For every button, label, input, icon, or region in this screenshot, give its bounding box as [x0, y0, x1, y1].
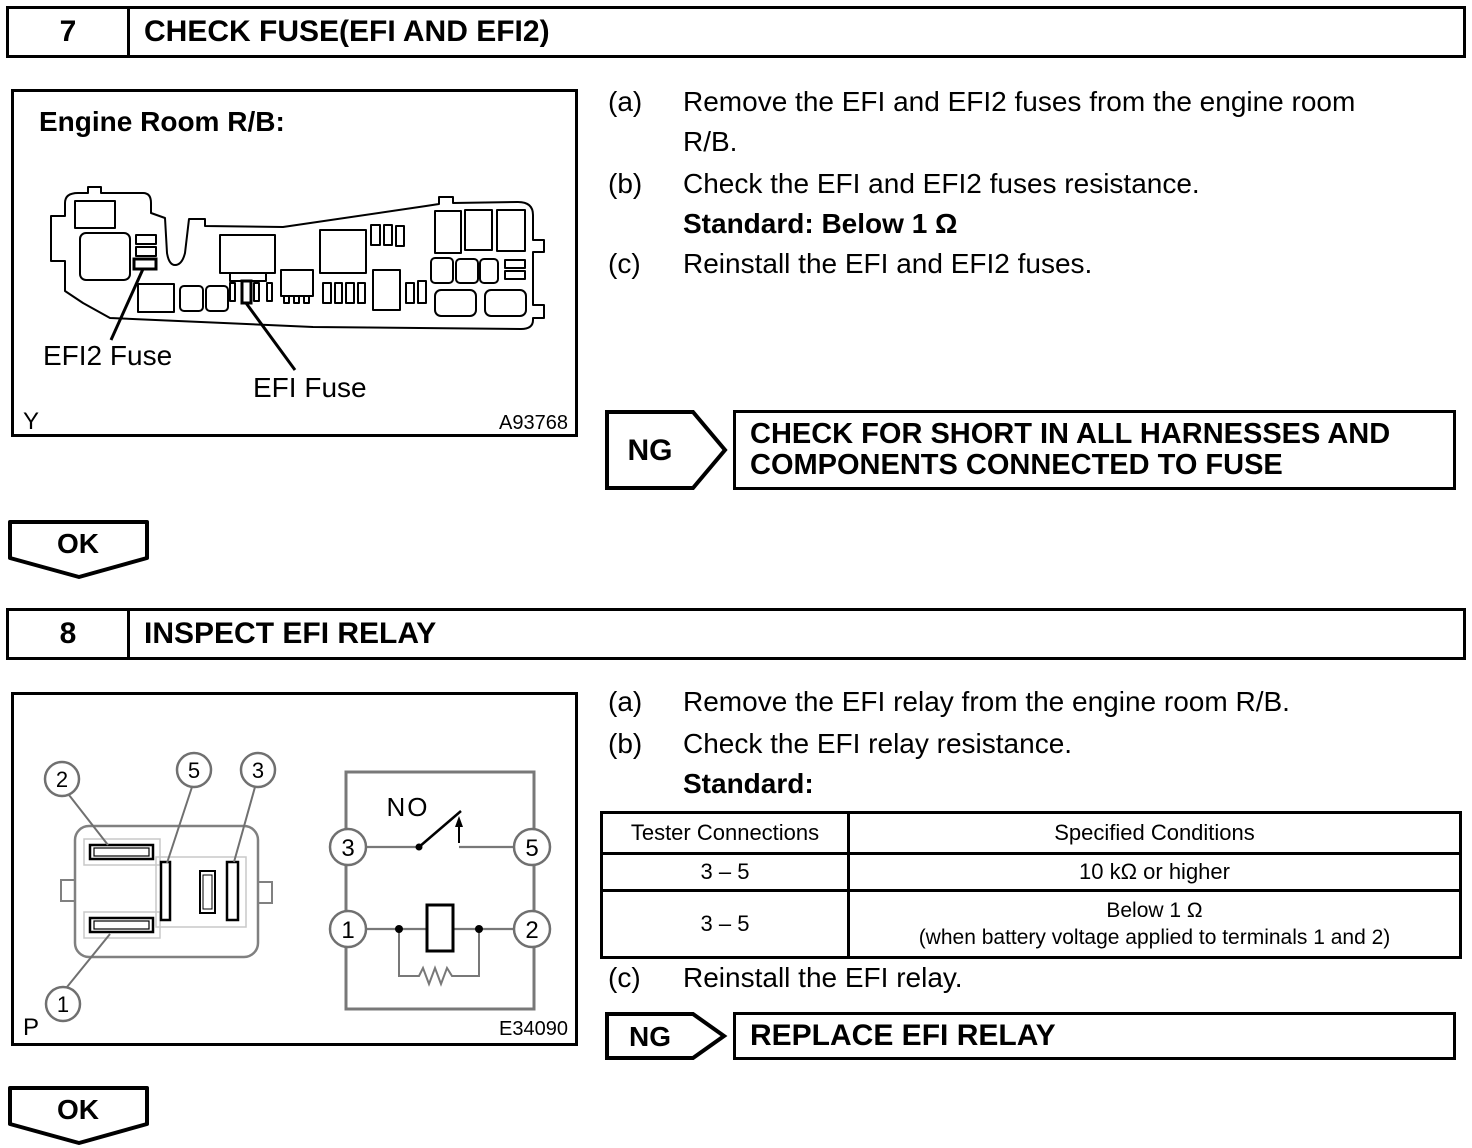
spec-table — [600, 811, 1462, 959]
connector-pin-5: 5 — [187, 758, 201, 783]
fuse-box-illustration — [14, 92, 575, 434]
item-text: Reinstall the EFI and EFI2 fuses. — [683, 248, 1093, 279]
condition-line1: Below 1 Ω — [1106, 899, 1203, 922]
relay-circuit-diagram — [330, 772, 550, 1009]
connector-pin-1: 1 — [56, 992, 70, 1017]
circuit-pin-5: 5 — [525, 835, 539, 862]
step7-standard: Standard: Below 1 Ω — [683, 208, 958, 239]
step8-item-c — [608, 962, 963, 994]
col-specified-conditions: Specified Conditions — [849, 813, 1461, 854]
item-marker: (a) — [608, 686, 643, 717]
ng-label: NG — [627, 434, 673, 467]
item-text: Reinstall the EFI relay. — [683, 962, 963, 993]
efi2-fuse-highlight — [134, 259, 156, 269]
step8-item-b — [608, 728, 1072, 760]
step8-standard: Standard: — [683, 768, 814, 799]
item-marker: (c) — [608, 248, 641, 279]
step7-item-c — [608, 248, 1092, 280]
step7-header — [6, 6, 1466, 58]
figure-title: Engine Room R/B: — [39, 106, 285, 137]
cell-condition — [849, 891, 1461, 958]
terminal-3-slot — [227, 862, 238, 920]
figure-code: E34090 — [499, 1018, 568, 1040]
step8-number: 8 — [9, 611, 130, 657]
terminal-5-slot — [161, 862, 170, 920]
relay-terminal-view — [45, 753, 275, 1021]
step7-item-b — [608, 168, 1200, 200]
step7-ng-action — [733, 410, 1456, 490]
circuit-pin-2: 2 — [525, 917, 539, 944]
step8-title: INSPECT EFI RELAY — [144, 617, 437, 650]
fuse-box-figure — [11, 89, 578, 437]
step8-ng-action: REPLACE EFI RELAY — [733, 1012, 1456, 1060]
relay-illustration — [14, 695, 575, 1043]
col-tester-connections: Tester Connections — [602, 813, 849, 854]
figure-code: A93768 — [499, 412, 568, 434]
connector-pin-3: 3 — [251, 758, 265, 783]
table-row — [602, 891, 1461, 958]
step7-item-a — [608, 86, 1355, 118]
cell-connections: 3 – 5 — [602, 891, 849, 958]
item-text: Check the EFI and EFI2 fuses resistance. — [683, 168, 1200, 199]
step8-header — [6, 608, 1466, 660]
item-marker: (a) — [608, 86, 643, 117]
normally-open-label: NO — [386, 792, 430, 822]
ok-banner — [8, 1086, 158, 1148]
ng-action-line1: CHECK FOR SHORT IN ALL HARNESSES AND — [750, 418, 1391, 450]
ng-label: NG — [629, 1021, 671, 1052]
item-marker: (b) — [608, 728, 643, 759]
switch-arrow — [455, 816, 463, 827]
efi2-fuse-label: EFI2 Fuse — [43, 340, 173, 371]
cell-condition: 10 kΩ or higher — [849, 854, 1461, 891]
terminal-1-slot — [90, 918, 153, 932]
table-header-row — [602, 813, 1461, 854]
connector-pin-2: 2 — [55, 767, 69, 792]
item-text: Check the EFI relay resistance. — [683, 728, 1073, 759]
relay-coil — [427, 905, 453, 951]
figure-page-letter: Y — [23, 408, 40, 434]
step7-title: CHECK FUSE(EFI AND EFI2) — [144, 15, 550, 48]
efi-leader-line — [246, 303, 295, 370]
condition-line2: (when battery voltage applied to terminals 1 and 2) — [918, 926, 1391, 949]
figure-page-letter: P — [23, 1014, 40, 1041]
step7-number: 7 — [9, 9, 130, 55]
ng-arrow — [605, 410, 729, 490]
step7-item-a-line2: R/B. — [683, 126, 738, 157]
step8-item-a — [608, 686, 1290, 718]
circuit-pin-1: 1 — [341, 917, 355, 944]
ng-arrow — [605, 1012, 729, 1060]
item-text: Remove the EFI relay from the engine room R/B. — [683, 686, 1290, 717]
item-marker: (c) — [608, 962, 641, 993]
ng-action-line2: COMPONENTS CONNECTED TO FUSE — [750, 449, 1283, 481]
item-marker: (b) — [608, 168, 643, 199]
cell-connections: 3 – 5 — [602, 854, 849, 891]
ok-banner — [8, 520, 158, 582]
efi-fuse-label: EFI Fuse — [253, 372, 367, 403]
circuit-pin-3: 3 — [341, 835, 355, 862]
efi-fuse-highlight — [242, 281, 251, 303]
ok-label: OK — [57, 528, 99, 559]
table-row — [602, 854, 1461, 891]
ok-label: OK — [57, 1094, 99, 1125]
item-text: Remove the EFI and EFI2 fuses from the engine room — [683, 86, 1356, 117]
terminal-2-slot — [90, 845, 153, 859]
efi-relay-figure — [11, 692, 578, 1046]
